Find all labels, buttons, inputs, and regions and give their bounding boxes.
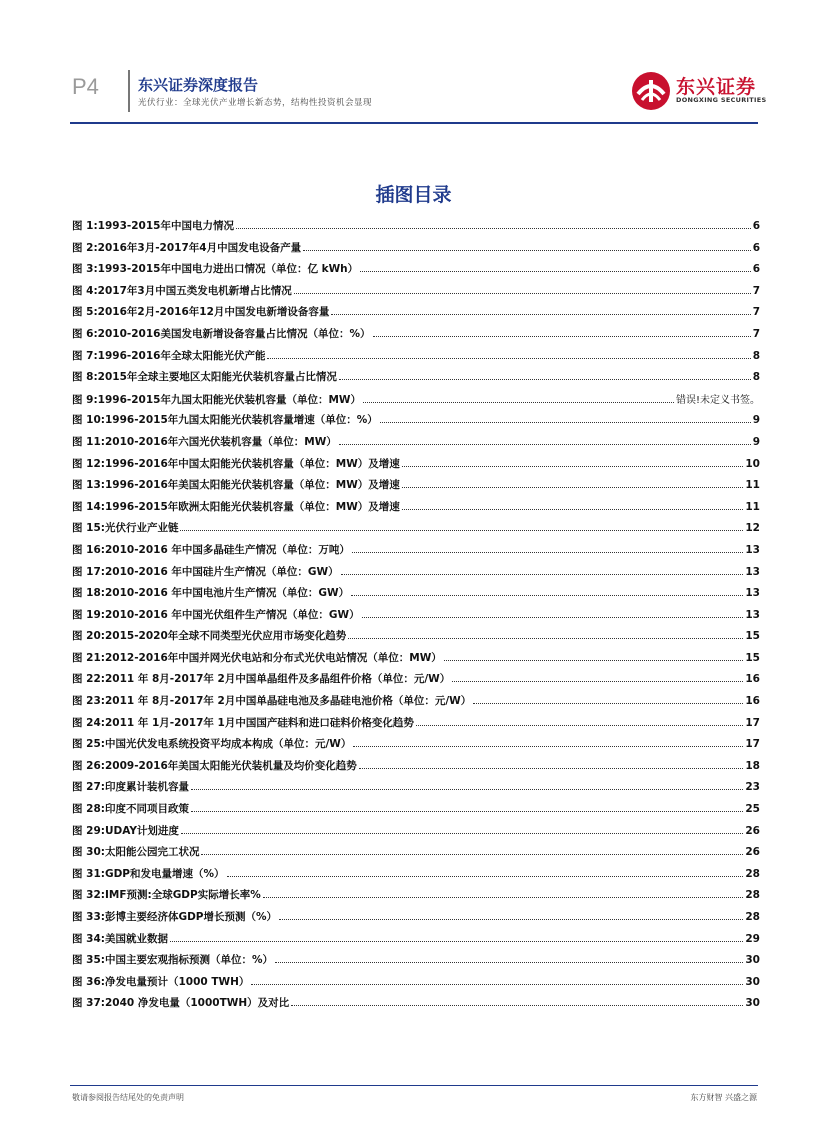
toc-entry-page: 28 — [745, 867, 760, 880]
toc-entry-label: 图 5:2016年2月-2016年12月中国发电新增设备容量 — [72, 306, 330, 319]
report-title: 东兴证券深度报告 — [138, 76, 259, 94]
toc-entry[interactable] — [72, 952, 760, 974]
toc-entry-page: 30 — [745, 954, 760, 967]
toc-entry[interactable] — [72, 650, 760, 672]
toc-leader-dots — [351, 587, 743, 596]
toc-entry-page: 7 — [752, 306, 760, 319]
toc-entry[interactable] — [72, 218, 760, 240]
toc-leader-dots — [363, 394, 674, 403]
toc-entry-page: 7 — [752, 327, 760, 340]
toc-leader-dots — [353, 738, 743, 747]
table-of-figures — [72, 218, 760, 1017]
toc-entry-page: 16 — [745, 695, 760, 708]
toc-entry-label: 图 16:2010-2016 年中国多晶硅生产情况（单位：万吨） — [72, 543, 350, 556]
toc-leader-dots — [362, 609, 744, 618]
toc-entry[interactable] — [72, 974, 760, 996]
toc-entry[interactable] — [72, 434, 760, 456]
toc-entry-label: 图 22:2011 年 8月-2017年 2月中国单晶组件及多晶组件价格（单位：元/W） — [72, 673, 451, 686]
header-divider — [128, 70, 130, 112]
toc-leader-dots — [263, 889, 744, 898]
toc-entry-label: 图 2:2016年3月-2017年4月中国发电设备产量 — [72, 241, 302, 254]
toc-entry-label: 图 37:2040 净发电量（1000TWH）及对比 — [72, 997, 290, 1010]
toc-entry-label: 图 33:彭博主要经济体GDP增长预测（%） — [72, 911, 278, 923]
toc-entry-page: 30 — [745, 975, 760, 988]
toc-entry-label: 图 1:1993-2015年中国电力情况 — [72, 220, 234, 232]
toc-entry-page: 28 — [745, 889, 760, 902]
toc-entry-label: 图 11:2010-2016年六国光伏装机容量（单位：MW） — [72, 435, 337, 448]
toc-entry[interactable] — [72, 844, 760, 866]
toc-entry-label: 图 34:美国就业数据 — [72, 932, 168, 945]
page-number: P4 — [72, 74, 99, 99]
toc-leader-dots — [339, 371, 751, 380]
toc-entry-label: 图 3:1993-2015年中国电力进出口情况（单位：亿 kWh） — [72, 263, 359, 276]
header-rule — [70, 122, 758, 124]
toc-entry-page: 13 — [745, 543, 760, 556]
toc-leader-dots — [402, 458, 744, 467]
toc-entry[interactable] — [72, 607, 760, 629]
footer-slogan: 东方财智 兴盛之源 — [690, 1093, 757, 1102]
toc-entry-label: 图 27:印度累计装机容量 — [72, 781, 189, 794]
toc-entry-label: 图 17:2010-2016 年中国硅片生产情况（单位：GW） — [72, 565, 339, 578]
toc-entry[interactable] — [72, 348, 760, 370]
logo-english-name: DONGXING SECURITIES — [676, 96, 767, 104]
toc-entry-page: 7 — [752, 284, 760, 297]
toc-entry-page: 10 — [745, 457, 760, 470]
toc-entry-label: 图 14:1996-2015年欧洲太阳能光伏装机容量（单位：MW）及增速 — [72, 500, 400, 513]
toc-leader-dots — [267, 350, 750, 359]
toc-leader-dots — [452, 673, 743, 682]
toc-entry-page: 8 — [752, 371, 760, 384]
toc-heading: 插图目录 — [375, 184, 452, 206]
toc-entry-label: 图 12:1996-2016年中国太阳能光伏装机容量（单位：MW）及增速 — [72, 457, 400, 470]
toc-leader-dots — [180, 522, 743, 531]
toc-entry-page: 15 — [745, 651, 760, 664]
toc-entry[interactable] — [72, 866, 760, 888]
toc-entry-page: 17 — [745, 738, 760, 751]
toc-entry[interactable] — [72, 542, 760, 564]
toc-entry-page: 6 — [752, 241, 760, 254]
toc-leader-dots — [360, 263, 751, 272]
toc-entry-page: 13 — [745, 608, 760, 621]
toc-leader-dots — [275, 954, 743, 963]
toc-entry-page: 13 — [745, 565, 760, 578]
toc-entry[interactable] — [72, 369, 760, 391]
toc-entry-page: 13 — [745, 587, 760, 600]
toc-leader-dots — [373, 328, 751, 337]
toc-entry-page: 9 — [752, 414, 760, 427]
toc-entry[interactable] — [72, 304, 760, 326]
toc-entry[interactable] — [72, 801, 760, 823]
toc-entry[interactable] — [72, 412, 760, 434]
footer-rule — [70, 1085, 758, 1086]
toc-leader-dots — [352, 544, 743, 553]
toc-leader-dots — [279, 911, 743, 920]
toc-entry-page: 28 — [745, 911, 760, 923]
toc-leader-dots — [402, 501, 744, 510]
toc-leader-dots — [359, 760, 744, 769]
toc-entry-label: 图 25:中国光伏发电系统投资平均成本构成（单位：元/W） — [72, 738, 352, 751]
toc-entry[interactable] — [72, 477, 760, 499]
toc-leader-dots — [201, 846, 743, 855]
toc-leader-dots — [236, 220, 751, 229]
toc-entry[interactable] — [72, 391, 760, 413]
toc-leader-dots — [402, 479, 744, 488]
toc-entry[interactable] — [72, 261, 760, 283]
toc-entry[interactable] — [72, 520, 760, 542]
toc-entry-page: 26 — [745, 846, 760, 859]
toc-entry-label: 图 6:2010-2016美国发电新增设备容量占比情况（单位：%） — [72, 327, 371, 340]
toc-leader-dots — [444, 652, 744, 661]
toc-leader-dots — [227, 868, 744, 877]
toc-entry[interactable] — [72, 564, 760, 586]
toc-entry[interactable] — [72, 887, 760, 909]
toc-entry[interactable] — [72, 283, 760, 305]
toc-entry-label: 图 18:2010-2016 年中国电池片生产情况（单位：GW） — [72, 587, 350, 600]
report-subtitle: 光伏行业：全球光伏产业增长新态势，结构性投资机会显现 — [138, 98, 373, 108]
toc-leader-dots — [380, 414, 751, 423]
toc-entry[interactable] — [72, 628, 760, 650]
logo-chinese-name: 东兴证券 — [676, 76, 757, 98]
toc-entry[interactable] — [72, 499, 760, 521]
toc-entry-page: 9 — [752, 435, 760, 448]
toc-entry-label: 图 36:净发电量预计（1000 TWH） — [72, 975, 250, 988]
toc-entry-label: 图 13:1996-2016年美国太阳能光伏装机容量（单位：MW）及增速 — [72, 479, 400, 492]
toc-entry-label: 图 20:2015-2020年全球不同类型光伏应用市场变化趋势 — [72, 630, 347, 643]
toc-entry[interactable] — [72, 456, 760, 478]
toc-entry-page: 18 — [745, 759, 760, 772]
toc-leader-dots — [331, 306, 750, 315]
toc-entry-label: 图 32:IMF预测:全球GDP实际增长率% — [72, 889, 261, 902]
toc-entry[interactable] — [72, 326, 760, 348]
toc-entry[interactable] — [72, 931, 760, 953]
toc-entry-label: 图 29:UDAY计划进度 — [72, 824, 179, 837]
footer-disclaimer: 敬请参阅报告结尾处的免责声明 — [72, 1093, 184, 1102]
toc-entry-page: 8 — [752, 349, 760, 362]
toc-entry-page: 29 — [745, 932, 760, 945]
toc-entry[interactable] — [72, 671, 760, 693]
toc-entry-page: 16 — [745, 673, 760, 686]
toc-entry-label: 图 4:2017年3月中国五类发电机新增占比情况 — [72, 284, 292, 297]
toc-entry[interactable] — [72, 715, 760, 737]
toc-entry-label: 图 26:2009-2016年美国太阳能光伏装机量及均价变化趋势 — [72, 759, 357, 772]
toc-entry-page: 25 — [745, 803, 760, 816]
toc-entry-page: 26 — [745, 824, 760, 837]
company-logo — [628, 70, 767, 114]
toc-entry-page: 6 — [752, 263, 760, 276]
toc-leader-dots — [294, 285, 751, 294]
toc-entry[interactable] — [72, 995, 760, 1017]
toc-entry-page: 6 — [752, 220, 760, 232]
toc-entry-page: 17 — [745, 716, 760, 729]
toc-entry[interactable] — [72, 909, 760, 931]
toc-entry-page: 错误!未定义书签。 — [675, 394, 760, 406]
toc-leader-dots — [303, 242, 751, 251]
toc-entry-label: 图 23:2011 年 8月-2017年 2月中国单晶硅电池及多晶硅电池价格（单位：元/W） — [72, 695, 472, 708]
toc-entry-page: 15 — [745, 630, 760, 643]
toc-leader-dots — [291, 997, 743, 1006]
toc-entry[interactable] — [72, 736, 760, 758]
toc-entry-page: 30 — [745, 997, 760, 1010]
toc-entry[interactable] — [72, 240, 760, 262]
toc-entry[interactable] — [72, 693, 760, 715]
toc-leader-dots — [191, 781, 743, 790]
toc-entry[interactable] — [72, 585, 760, 607]
toc-leader-dots — [416, 717, 744, 726]
toc-entry-label: 图 24:2011 年 1月-2017年 1月中国国产硅料和进口硅料价格变化趋势 — [72, 716, 414, 729]
toc-entry-page: 11 — [745, 500, 760, 513]
toc-entry[interactable] — [72, 823, 760, 845]
toc-entry-page: 23 — [745, 781, 760, 794]
toc-entry-label: 图 21:2012-2016年中国并网光伏电站和分布式光伏电站情况（单位：MW） — [72, 651, 442, 664]
toc-entry-label: 图 8:2015年全球主要地区太阳能光伏装机容量占比情况 — [72, 371, 337, 384]
logo-emblem-icon — [630, 70, 672, 112]
toc-leader-dots — [348, 630, 743, 639]
toc-entry[interactable] — [72, 779, 760, 801]
toc-entry-label: 图 31:GDP和发电量增速（%） — [72, 867, 225, 880]
toc-leader-dots — [170, 933, 743, 942]
toc-leader-dots — [191, 803, 743, 812]
toc-leader-dots — [341, 566, 744, 575]
toc-entry-label: 图 10:1996-2015年九国太阳能光伏装机容量增速（单位：%） — [72, 414, 378, 427]
toc-entry-page: 12 — [745, 522, 760, 535]
toc-leader-dots — [339, 436, 751, 445]
toc-entry-label: 图 7:1996-2016年全球太阳能光伏产能 — [72, 349, 266, 362]
toc-entry-label: 图 15:光伏行业产业链 — [72, 522, 179, 535]
toc-entry-label: 图 19:2010-2016 年中国光伏组件生产情况（单位：GW） — [72, 608, 360, 621]
toc-entry-label: 图 9:1996-2015年九国太阳能光伏装机容量（单位：MW） — [72, 393, 361, 406]
toc-entry-label: 图 30:太阳能公园完工状况 — [72, 846, 200, 859]
toc-leader-dots — [181, 825, 743, 834]
toc-leader-dots — [473, 695, 743, 704]
toc-entry-label: 图 35:中国主要宏观指标预测（单位：%） — [72, 954, 273, 967]
toc-entry[interactable] — [72, 758, 760, 780]
toc-entry-page: 11 — [745, 479, 760, 492]
toc-entry-label: 图 28:印度不同项目政策 — [72, 803, 189, 816]
toc-leader-dots — [251, 976, 743, 985]
